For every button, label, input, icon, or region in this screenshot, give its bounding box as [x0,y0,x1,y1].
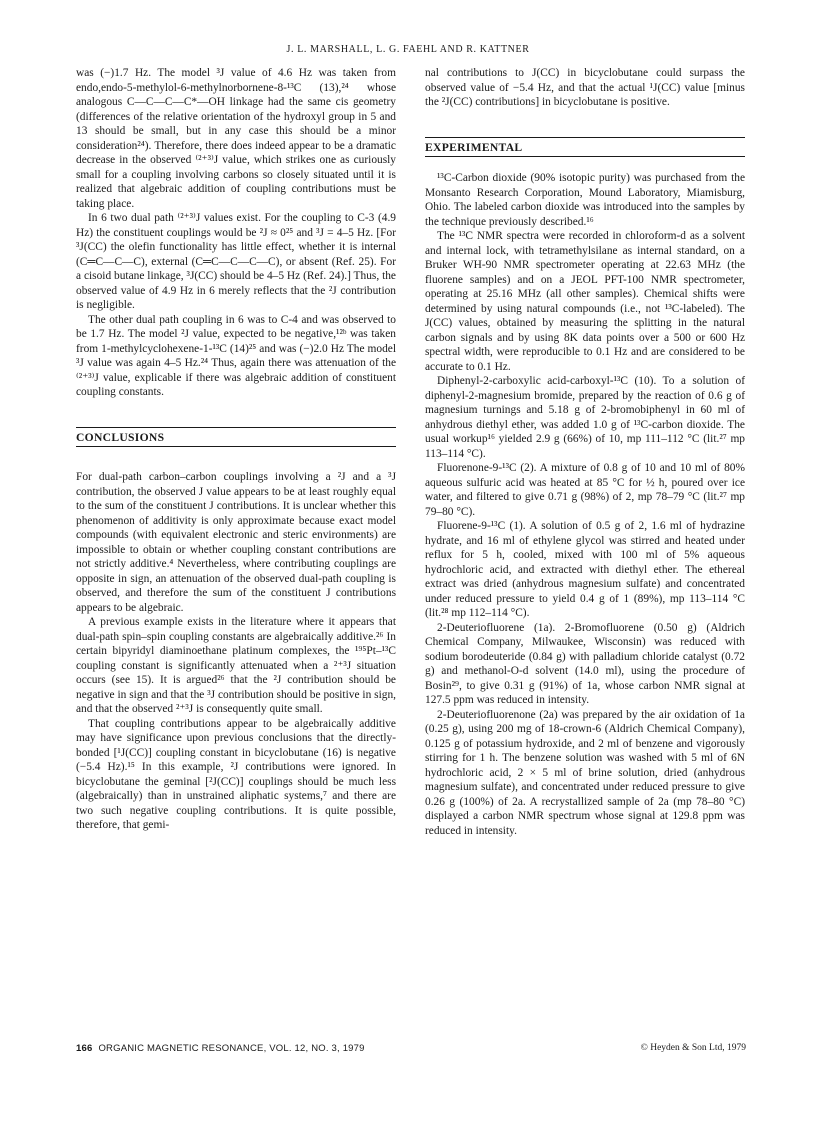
paragraph: The ¹³C NMR spectra were recorded in chloroform-d as a solvent and internal lock, with tetramethylsilane as internal standard, on a Bruker WH-90 NMR spectrometer operating at 22.63 MHz (the fluorene samples) and on a JEOL PFT-100 NMR spectrometer, operating at 25.16 MHz (all other samples). Chemical shifts were determined by using natural compounds (i.e., not ¹³C-labeled). The J(CC) values, obtained by measuring the splitting in the natural carbon signals and by using 8K data points over a 500 or 600 Hz spectral width, were reproducible to 0.1 Hz and are considered to be accurate to 0.1 Hz. [425,230,745,373]
paragraph: 2-Deuteriofluorene (1a). 2-Bromofluorene (0.50 g) (Aldrich Chemical Company, Milwaukee, Wisconsin) was reduced with sodium borodeuteride (0.84 g) with palladium chloride catalyst (0.72 g) and methanol-O-d solvent (14.0 ml), using the procedure of Bosin²⁹, to give 0.31 g (91%) of 1a, whose carbon NMR signal at 127.5 ppm was reduced in intensity. [425,621,745,706]
paragraph: ¹³C-Carbon dioxide (90% isotopic purity) was purchased from the Monsanto Research Corporation, Mound Laboratory, Miamisburg, Ohio. The labeled carbon dioxide was introduced into the samples by the technique previously described.¹⁶ [425,172,745,228]
conclusions-heading: CONCLUSIONS [76,427,396,448]
paragraph: was (−)1.7 Hz. The model ³J value of 4.6 Hz was taken from endo,endo-5-methylol-6-methylnorbornene-8-¹³C (13),²⁴ whose analogous C—C—C—C*—OH linkage had the same cis geometry (differences of the relative orientation of the hydroxyl group in 5 and 13 should be small, but in any case this should be a minor consideration²⁴). Therefore, there does indeed appear to be a dramatic decrease in the observed ⁽²⁺³⁾J value, which strikes one as curiously small for a coupling involving carbons so closely situated until it is realized that algebraic addition of coupling contributions must be taking place. [76,67,396,210]
page-number: 166 [76,1043,93,1054]
paragraph: Fluorene-9-¹³C (1). A solution of 0.5 g of 2, 1.6 ml of hydrazine hydrate, and 16 ml of ethylene glycol was stirred and heated under reflux for 5 h, cooled, mixed with 100 ml of 5% aqueous hydrochloric acid, and extracted with diethyl ether. The ethereal extract was dried (anhydrous magnesium sulfate) and concentrated under reduced pressure to yield 0.4 g of 1 (89%), mp 113–114 °C (lit.²⁸ mp 112–114 °C). [425,520,745,619]
paragraph: For dual-path carbon–carbon couplings involving a ²J and a ³J contribution, the observed J value appears to be at least roughly equal to the sum of the constituent J contributions. It is unclear whether this phenomenon of additivity is only approximate because exact model compounds (with equivalent electronic and steric environments) are impossible to obtain or whether coupling constant contributions are not strictly additive.⁴ Nevertheless, where contributing couplings are opposite in sign, an attenuation of the observed dual-path coupling is observed, and therefore the sum of the constituent J contributions appears to be algebraic. [76,471,396,614]
right-column [425,66,745,838]
journal-citation: ORGANIC MAGNETIC RESONANCE, VOL. 12, NO. 3, 1979 [98,1043,365,1054]
paragraph: In 6 two dual path ⁽²⁺³⁾J values exist. For the coupling to C-3 (4.9 Hz) the constituent couplings would be ²J ≈ 0²⁵ and ³J = 4–5 Hz. [For ³J(CC) the olefin functionality has little effect, whether it is internal (C═C—C—C), external (C═C—C—C—C), or absent (Ref. 25). For a cisoid butane linkage, ³J(CC) should be 4–5 Hz (Ref. 24).] Thus, the observed value of 4.9 Hz in 6 merely reflects that the ²J contribution is negligible. [76,212,396,311]
paragraph: nal contributions to J(CC) in bicyclobutane could surpass the observed value of −5.4 Hz, and that the actual ¹J(CC) value [minus the ²J(CC) contributions] in bicyclobutane is positive. [425,67,745,108]
left-column [76,66,396,833]
footer-journal [76,1043,365,1054]
paragraph: That coupling contributions appear to be algebraically additive may have significance upon previous conclusions that the directly-bonded [¹J(CC)] coupling constant in bicyclobutane (16) is negative (−5.4 Hz).¹⁵ In this example, ²J contributions were ignored. In bicyclobutane the geminal [²J(CC)] couplings should be much less (algebraically) than in unstrained aliphatic systems,⁷ and there are two such negative coupling contributions. It is quite possible, therefore, that gemi- [76,717,396,831]
running-head: J. L. MARSHALL, L. G. FAEHL AND R. KATTNER [286,44,530,55]
paragraph: Fluorenone-9-¹³C (2). A mixture of 0.8 g of 10 and 10 ml of 80% aqueous sulfuric acid was heated at 85 °C for ½ h, poured over ice water, and filtered to give 0.71 g (98%) of 2, mp 78–79 °C (lit.²⁷ mp 79–80 °C). [425,462,745,518]
experimental-heading: EXPERIMENTAL [425,137,745,158]
paragraph: The other dual path coupling in 6 was to C-4 and was observed to be 1.7 Hz. The model ²J value, expected to be negative,¹²ᵇ was taken from 1-methylcyclohexene-1-¹³C (14)²⁵ and was (−)2.0 Hz The model ³J value was again 4–5 Hz.²⁴ Thus, again there was attenuation of the ⁽²⁺³⁾J value, explicable if there was algebraic addition of constituent coupling constants. [76,313,396,398]
paragraph: Diphenyl-2-carboxylic acid-carboxyl-¹³C (10). To a solution of diphenyl-2-magnesium bromide, prepared by the reaction of 0.6 g of magnesium turnings and 5.18 g of 2-bromobiphenyl in 60 ml of anhydrous diethyl ether, was added 1.0 g of ¹³C-carbon dioxide. The usual workup¹⁶ yielded 2.9 g (66%) of 10, mp 111–112 °C (lit.²⁷ mp 113–114 °C). [425,375,745,460]
footer-copyright: © Heyden & Son Ltd, 1979 [640,1043,746,1053]
paragraph: A previous example exists in the literature where it appears that dual-path spin–spin coupling constants are algebraically additive.²⁶ In certain bipyridyl diaminoethane platinum complexes, the ¹⁹⁵Pt–¹³C coupling constant is significantly attenuated when a ²⁺³J situation occurs (see 15). It is argued²⁶ that the ²J contribution should be negative in sign and that the ³J contribution should be positive in sign, and that the observed ²⁺³J is consequently quite small. [76,616,396,715]
paragraph: 2-Deuteriofluorenone (2a) was prepared by the air oxidation of 1a (0.25 g), using 200 mg of 18-crown-6 (Aldrich Chemical Company), 0.125 g of potassium hydroxide, and 2 ml of benzene and vigorously stirring for 1 h. The benzene solution was washed with 5 ml of 6N hydrochloric acid, 2 × 5 ml of brine solution, dried (anhydrous magnesium sulfate), and concentrated under reduced pressure to give 0.26 g (100%) of 2a. A recrystallized sample of 2a (mp 78–80 °C) displayed a carbon NMR spectrum whose signal at 129.8 ppm was reduced in intensity. [425,708,745,837]
